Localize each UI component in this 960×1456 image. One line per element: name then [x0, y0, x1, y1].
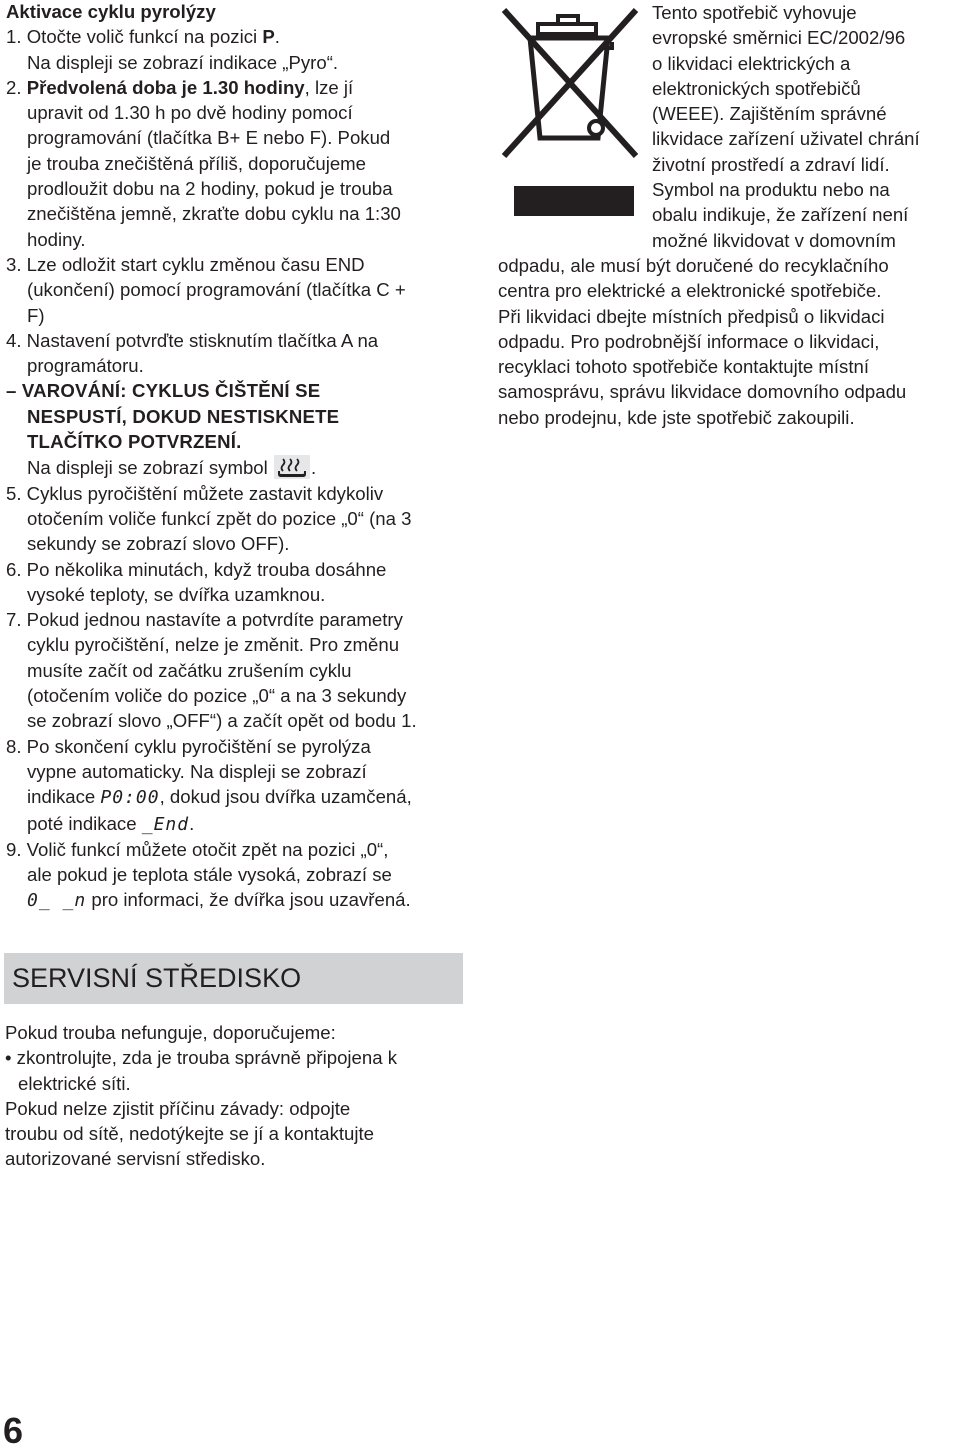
lcd-p000: P0:00: [100, 787, 160, 809]
warning-line: NESPUSTÍ, DOKUD NESTISKNETE: [27, 405, 340, 427]
service-bullet: • zkontrolujte, zda je trouba správně připojena k: [5, 1047, 398, 1069]
service-title: SERVISNÍ STŘEDISKO: [12, 963, 302, 993]
weee-line: odpadu. Pro podrobnější informace o likvidaci,: [498, 330, 880, 352]
step-6: 6. Po několika minutách, když trouba dosáhne: [6, 558, 387, 580]
lcd-end: _End: [141, 813, 190, 835]
service-heading-bar: [4, 953, 463, 1004]
step-7: 7. Pokud jednou nastavíte a potvrdíte parametry: [6, 609, 403, 631]
weee-line: možné likvidovat v domovním: [652, 229, 896, 251]
step-3-line: F): [27, 304, 45, 326]
step-8-line: vypne automaticky. Na displeji se zobrazí: [27, 760, 367, 782]
step-5-line: sekundy se zobrazí slovo OFF).: [27, 533, 290, 555]
weee-line: odpadu, ale musí být doručené do recyklačního: [498, 255, 889, 276]
warning-line: – VAROVÁNÍ: CYKLUS ČIŠTĚNÍ SE: [6, 380, 321, 402]
pyrolysis-steam-icon: [273, 454, 311, 480]
service-intro: Pokud trouba nefunguje, doporučujeme:: [5, 1022, 336, 1043]
step-3: 3. Lze odložit start cyklu změnou času END: [6, 253, 365, 275]
weee-line: obalu indikuje, že zařízení není: [652, 204, 909, 226]
step-9-line: ale pokud je teplota stále vysoká, zobrazí se: [27, 864, 392, 886]
step-8-line: poté indikace _End.: [27, 812, 195, 835]
step-8-line: indikace P0:00, dokud jsou dvířka uzamčená,: [27, 786, 412, 809]
weee-line: Při likvidaci dbejte místních předpisů o likvidaci: [498, 305, 885, 327]
weee-line: recyklaci tohoto spotřebiče kontaktujte místní: [498, 356, 870, 378]
step-2-line: je trouba znečištěná příliš, doporučujeme: [27, 152, 367, 174]
weee-line: Tento spotřebič vyhovuje: [652, 2, 857, 23]
warning-line: TLAČÍTKO POTVRZENÍ.: [27, 431, 242, 453]
step-3-line: (ukončení) pomocí programování (tlačítka C +: [27, 279, 406, 301]
step-7-line: musíte začít od začátku zrušením cyklu: [27, 659, 352, 681]
step-1-line-2: Na displeji se zobrazí indikace „Pyro“.: [27, 51, 339, 73]
symbol-line: Na displeji se zobrazí symbol .: [6, 454, 476, 480]
service-text: [5, 1020, 475, 1172]
page-number: 6: [3, 1410, 24, 1451]
weee-text-bottom: [498, 253, 960, 430]
weee-line: Symbol na produktu nebo na: [652, 179, 890, 201]
step-6-line: vysoké teploty, se dvířka uzamknou.: [27, 583, 326, 605]
section-heading: Aktivace cyklu pyrolýzy: [6, 1, 216, 22]
weee-line: životní prostředí a zdraví lidí.: [652, 153, 890, 175]
pyrolysis-instructions: [6, 0, 476, 914]
lcd-on: 0_ _n: [27, 890, 87, 912]
step-5: 5. Cyklus pyročištění můžete zastavit kdykoliv: [6, 482, 384, 504]
step-7-line: (otočením voliče do pozice „0“ a na 3 sekundy: [27, 685, 407, 707]
weee-text-top: [652, 0, 952, 253]
weee-crossed-bin-icon: [500, 6, 640, 232]
weee-line: (WEEE). Zajištěním správné: [652, 103, 887, 125]
step-2-line: znečištěna jemně, zkraťte dobu cyklu na 1:30: [27, 203, 401, 225]
service-line: troubu od sítě, nedotýkejte se jí a kontaktujte: [5, 1123, 375, 1145]
step-8: 8. Po skončení cyklu pyročištění se pyrolýza: [6, 735, 371, 757]
step-7-line: cyklu pyročištění, nelze je změnit. Pro změnu: [27, 634, 400, 656]
step-2-line: hodiny.: [27, 228, 86, 250]
step-4: 4. Nastavení potvrďte stisknutím tlačítka A na: [6, 329, 379, 351]
step-2-line: upravit od 1.30 h po dvě hodiny pomocí: [27, 102, 353, 124]
step-9-line: 0_ _n pro informaci, že dvířka jsou uzavřená.: [27, 889, 411, 912]
weee-line: samosprávu, správu likvidace domovního odpadu: [498, 381, 907, 403]
step-2-line: programování (tlačítka B+ E nebo F). Pokud: [27, 127, 391, 149]
weee-line: elektronických spotřebičů: [652, 77, 861, 99]
step-2-line: prodloužit dobu na 2 hodiny, pokud je trouba: [27, 178, 393, 200]
step-2: 2. Předvolená doba je 1.30 hodiny, lze jí: [6, 76, 354, 98]
step-9: 9. Volič funkcí můžete otočit zpět na pozici „0“,: [6, 838, 389, 860]
service-bullet-cont: elektrické síti.: [18, 1072, 131, 1094]
weee-line: evropské směrnici EC/2002/96: [652, 27, 906, 49]
weee-line: nebo prodejnu, kde jste spotřebič zakoupili.: [498, 406, 855, 428]
service-line: Pokud nelze zjistit příčinu závady: odpojte: [5, 1097, 351, 1119]
step-1: 1. Otočte volič funkcí na pozici P.: [6, 26, 280, 48]
weee-line: likvidace zařízení uživatel chrání: [652, 128, 920, 150]
service-line: autorizované servisní středisko.: [5, 1148, 266, 1170]
step-7-line: se zobrazí slovo „OFF“) a začít opět od bodu 1.: [27, 710, 417, 732]
weee-line: o likvidaci elektrických a: [652, 52, 851, 74]
step-5-line: otočením voliče funkcí zpět do pozice „0“ (na 3: [27, 507, 412, 529]
step-4-line: programátoru.: [27, 355, 144, 377]
weee-line: centra pro elektrické a elektronické spotřebiče.: [498, 280, 882, 302]
